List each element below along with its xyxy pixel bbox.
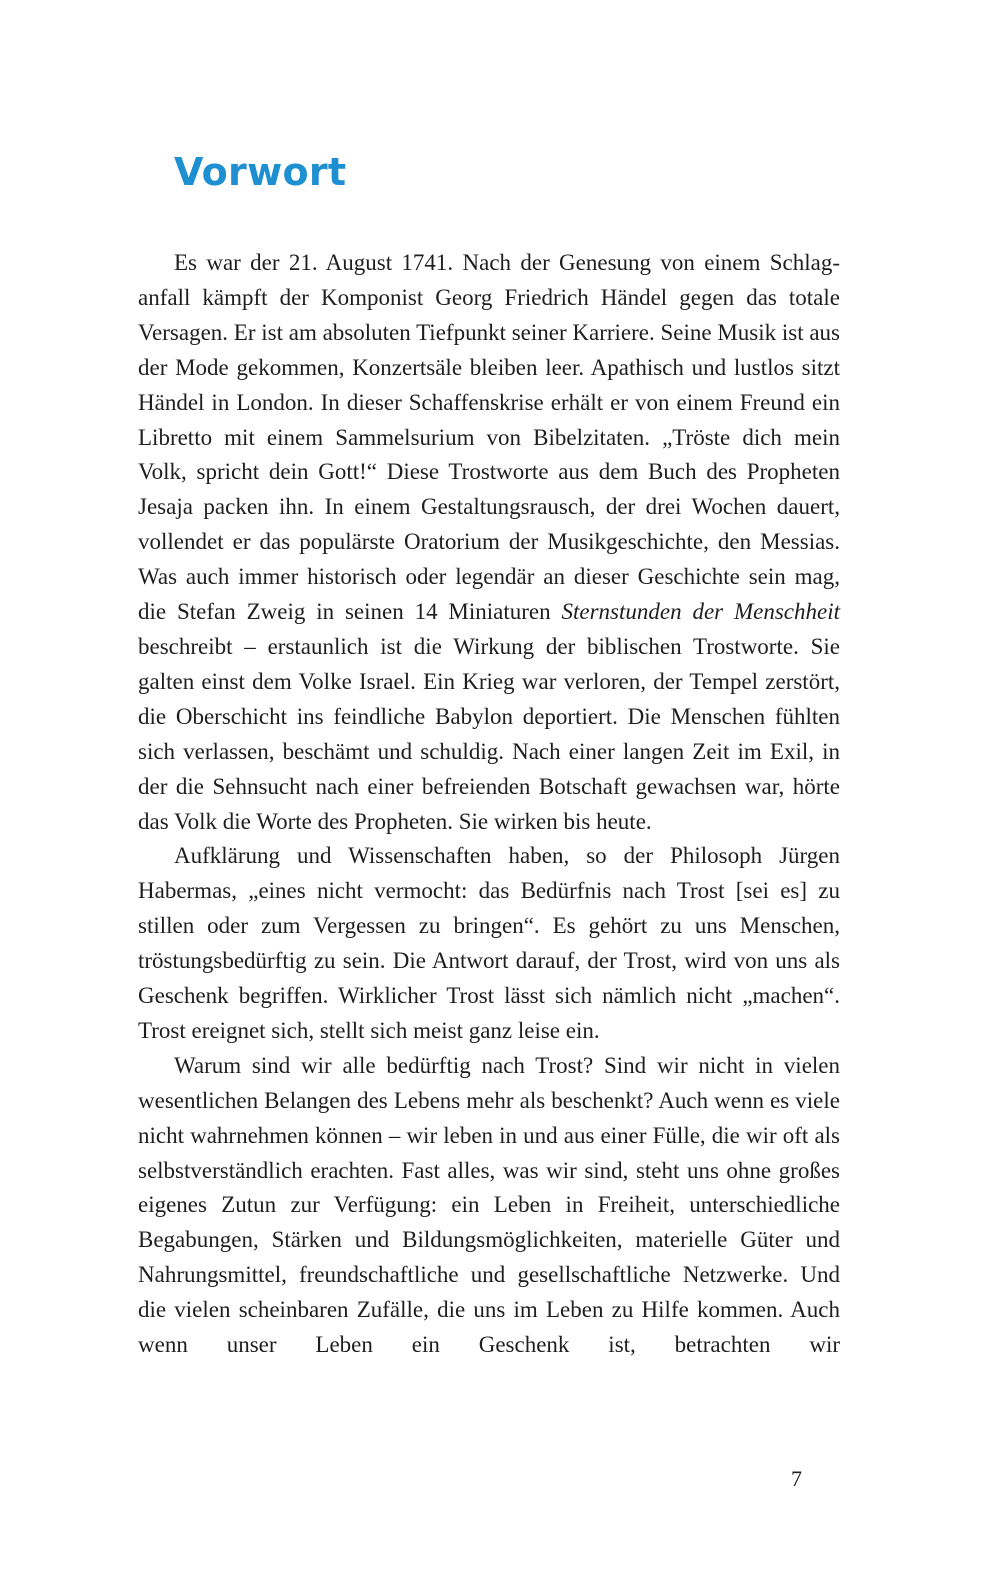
paragraph-3: Warum sind wir alle bedürftig nach Trost? Sind wir nicht in vielen wesentlichen Belangen des Lebens mehr als beschenkt? Auch wenn es viele nicht wahrnehmen können – wir leben in und aus einer Fülle, die wir oft als selbstverständlich erachten. Fast alles, was wir sind, steht uns ohne großes eigenes Zutun zur Verfügung: ein Leben in Freiheit, unterschiedliche Begabungen, Stärken und Bildungsmöglichkeiten, materielle Güter und Nahrungsmittel, freundschaftliche und gesellschaftliche Netzwerke. Und die vielen scheinbaren Zufälle, die uns im Leben zu Hilfe kommen. Auch wenn unser Leben ein Geschenk ist, betrachten wir xyxy=(138,1052,840,1358)
book-title-italic: Sternstunden der Menschheit xyxy=(561,599,840,625)
paragraph-1-text-end: beschreibt – erstaunlich ist die Wirkung der biblischen Trostworte. Sie galten einst dem Volke Israel. Ein Krieg war verloren, der Tempel zerstört, die Oberschicht ins feindliche Babylon deportiert. Die Menschen fühlten sich verlassen, beschämt und schuldig. Nach einer langen Zeit im Exil, in der die Sehnsucht nach einer befreienden Botschaft gewachsen war, hörte das Volk die Worte des Propheten. Sie wirken bis heute. xyxy=(138,633,840,834)
body-text xyxy=(138,246,840,1363)
page-number: 7 xyxy=(791,1466,802,1491)
paragraph-2: Aufklärung und Wissenschaften haben, so der Philosoph Jürgen Habermas, „eines nicht vermocht: das Bedürfnis nach Trost [sei es] zu stillen oder zum Vergessen zu bringen“. Es gehört zu uns Menschen, tröstungsbedürftig zu sein. Die Antwort darauf, der Trost, wird von uns als Geschenk begriffen. Wirklicher Trost lässt sich nämlich nicht „machen“. Trost ereignet sich, stellt sich meist ganz leise ein. xyxy=(138,843,840,1043)
paragraph-1-text-start: Es war der 21. August 1741. Nach der Genesung von einem Schlaganfall kämpft der Komponist Georg Friedrich Händel gegen das totale Versagen. Er ist am absoluten Tiefpunkt seiner Karriere. Seine Musik ist aus der Mode gekommen, Konzertsäle bleiben leer. Apathisch und lustlos sitzt Händel in London. In dieser Schaffenskrise erhält er von einem Freund ein Libretto mit einem Sammelsurium von Bibelzitaten. „Tröste dich mein Volk, spricht dein Gott!“ Diese Trostworte aus dem Buch des Propheten Jesaja packen ihn. In einem Gestaltungsrausch, der drei Wochen dauert, vollendet er das populärste Oratorium der Musikgeschichte, den Messias. Was auch immer historisch oder legendär an dieser Geschichte sein mag, die Stefan Zweig in seinen 14 Miniaturen xyxy=(138,250,841,625)
paragraph-1 xyxy=(138,246,840,839)
chapter-title: Vorwort xyxy=(174,150,347,194)
